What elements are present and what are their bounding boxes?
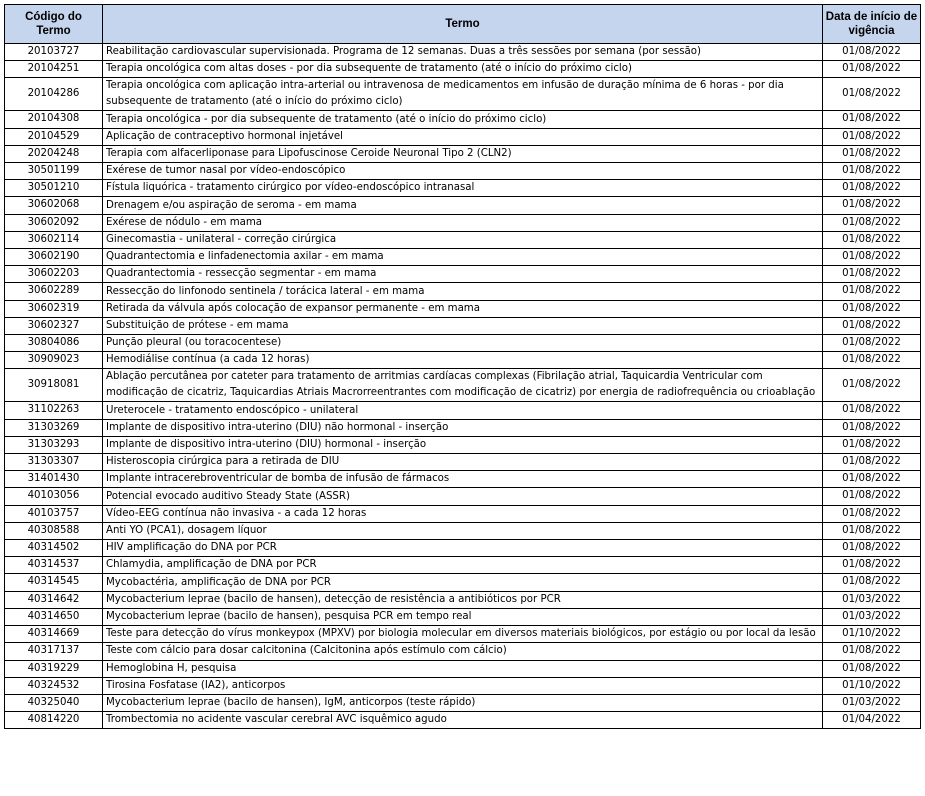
table-row: [5, 283, 921, 300]
cell-term: Ablação percutânea por cateter para tratamento de arritmias cardíacas complexas (Fibrilação atrial, Taquicardia Ventricular com modificação de cicatriz, Taquicardias Atriais Macrorreentrantes com modificação de cicatriz) por energia de radiofrequência ou crioablação: [103, 369, 823, 402]
cell-code: 20104251: [5, 61, 103, 78]
table-row: [5, 335, 921, 352]
cell-code: 40814220: [5, 712, 103, 729]
cell-term: Exérese de tumor nasal por vídeo-endoscópico: [103, 163, 823, 180]
cell-term: Quadrantectomia e linfadenectomia axilar - em mama: [103, 249, 823, 266]
table-row: [5, 249, 921, 266]
header-term: Termo: [103, 5, 823, 44]
table-row: [5, 574, 921, 591]
cell-term: Potencial evocado auditivo Steady State (ASSR): [103, 488, 823, 505]
table-row: [5, 505, 921, 522]
cell-date: 01/10/2022: [823, 677, 921, 694]
table-row: [5, 44, 921, 61]
cell-date: 01/08/2022: [823, 163, 921, 180]
cell-date: 01/03/2022: [823, 591, 921, 608]
cell-code: 30602327: [5, 317, 103, 334]
header-code: Código do Termo: [5, 5, 103, 44]
cell-date: 01/08/2022: [823, 522, 921, 539]
cell-code: 20104308: [5, 111, 103, 128]
cell-date: 01/08/2022: [823, 540, 921, 557]
cell-term: Substituição de prótese - em mama: [103, 317, 823, 334]
table-row: [5, 145, 921, 162]
cell-term: Aplicação de contraceptivo hormonal injetável: [103, 128, 823, 145]
cell-code: 30602203: [5, 266, 103, 283]
cell-code: 31303269: [5, 419, 103, 436]
cell-code: 40314642: [5, 591, 103, 608]
cell-code: 40324532: [5, 677, 103, 694]
cell-term: Ressecção do linfonodo sentinela / torácica lateral - em mama: [103, 283, 823, 300]
table-row: [5, 591, 921, 608]
cell-date: 01/08/2022: [823, 419, 921, 436]
cell-term: Fístula liquórica - tratamento cirúrgico por vídeo-endoscópico intranasal: [103, 180, 823, 197]
cell-term: Trombectomia no acidente vascular cerebral AVC isquêmico agudo: [103, 712, 823, 729]
cell-code: 40314650: [5, 608, 103, 625]
cell-term: Retirada da válvula após colocação de expansor permanente - em mama: [103, 300, 823, 317]
table-row: [5, 540, 921, 557]
cell-term: Teste com cálcio para dosar calcitonina (Calcitonina após estímulo com cálcio): [103, 643, 823, 660]
table-row: [5, 352, 921, 369]
cell-term: Reabilitação cardiovascular supervisionada. Programa de 12 semanas. Duas a três sessões por semana (por sessão): [103, 44, 823, 61]
table-row: [5, 300, 921, 317]
cell-code: 40325040: [5, 694, 103, 711]
table-row: [5, 557, 921, 574]
cell-code: 40103056: [5, 488, 103, 505]
table-row: [5, 454, 921, 471]
cell-term: Quadrantectomia - ressecção segmentar - em mama: [103, 266, 823, 283]
cell-code: 40103757: [5, 505, 103, 522]
cell-code: 30804086: [5, 335, 103, 352]
cell-code: 31401430: [5, 471, 103, 488]
table-row: [5, 197, 921, 214]
cell-term: Drenagem e/ou aspiração de seroma - em mama: [103, 197, 823, 214]
cell-date: 01/08/2022: [823, 335, 921, 352]
cell-code: 30602092: [5, 214, 103, 231]
table-row: [5, 660, 921, 677]
cell-date: 01/08/2022: [823, 111, 921, 128]
cell-date: 01/08/2022: [823, 352, 921, 369]
cell-term: Histeroscopia cirúrgica para a retirada de DIU: [103, 454, 823, 471]
cell-code: 20204248: [5, 145, 103, 162]
cell-date: 01/08/2022: [823, 145, 921, 162]
cell-term: HIV amplificação do DNA por PCR: [103, 540, 823, 557]
cell-date: 01/08/2022: [823, 180, 921, 197]
cell-term: Terapia oncológica com altas doses - por dia subsequente de tratamento (até o início do próximo ciclo): [103, 61, 823, 78]
cell-date: 01/08/2022: [823, 488, 921, 505]
cell-term: Terapia com alfacerliponase para Lipofuscinose Ceroide Neuronal Tipo 2 (CLN2): [103, 145, 823, 162]
cell-term: Ginecomastia - unilateral - correção cirúrgica: [103, 231, 823, 248]
cell-date: 01/08/2022: [823, 643, 921, 660]
header-date: Data de início de vigência: [823, 5, 921, 44]
cell-date: 01/10/2022: [823, 626, 921, 643]
table-row: [5, 677, 921, 694]
cell-date: 01/08/2022: [823, 505, 921, 522]
cell-term: Tirosina Fosfatase (IA2), anticorpos: [103, 677, 823, 694]
cell-term: Punção pleural (ou toracocentese): [103, 335, 823, 352]
cell-date: 01/08/2022: [823, 197, 921, 214]
cell-code: 31303293: [5, 436, 103, 453]
cell-date: 01/08/2022: [823, 283, 921, 300]
table-row: [5, 231, 921, 248]
table-row: [5, 369, 921, 402]
cell-date: 01/08/2022: [823, 44, 921, 61]
cell-code: 30602114: [5, 231, 103, 248]
cell-code: 40314669: [5, 626, 103, 643]
cell-code: 30602289: [5, 283, 103, 300]
cell-date: 01/08/2022: [823, 574, 921, 591]
table-row: [5, 163, 921, 180]
terms-table-container: [4, 4, 921, 729]
table-row: [5, 694, 921, 711]
cell-term: Vídeo-EEG contínua não invasiva - a cada 12 horas: [103, 505, 823, 522]
cell-code: 20104529: [5, 128, 103, 145]
cell-code: 30602319: [5, 300, 103, 317]
cell-code: 40319229: [5, 660, 103, 677]
cell-code: 40314502: [5, 540, 103, 557]
table-row: [5, 180, 921, 197]
cell-term: Implante de dispositivo intra-uterino (DIU) não hormonal - inserção: [103, 419, 823, 436]
cell-term: Hemodiálise contínua (a cada 12 horas): [103, 352, 823, 369]
cell-term: Teste para detecção do vírus monkeypox (MPXV) por biologia molecular em diversos materiais biológicos, por estágio ou por local da lesão: [103, 626, 823, 643]
cell-code: 40308588: [5, 522, 103, 539]
table-row: [5, 522, 921, 539]
table-row: [5, 608, 921, 625]
table-row: [5, 402, 921, 419]
cell-term: Terapia oncológica com aplicação intra-arterial ou intravenosa de medicamentos em infusão de duração mínima de 6 horas - por dia subsequente de tratamento (até o início do próximo ciclo): [103, 78, 823, 111]
cell-date: 01/08/2022: [823, 557, 921, 574]
cell-term: Ureterocele - tratamento endoscópico - unilateral: [103, 402, 823, 419]
cell-code: 30918081: [5, 369, 103, 402]
cell-date: 01/08/2022: [823, 436, 921, 453]
cell-code: 31303307: [5, 454, 103, 471]
cell-date: 01/08/2022: [823, 471, 921, 488]
table-row: [5, 214, 921, 231]
cell-date: 01/03/2022: [823, 608, 921, 625]
cell-term: Implante intracerebroventricular de bomba de infusão de fármacos: [103, 471, 823, 488]
cell-term: Terapia oncológica - por dia subsequente de tratamento (até o início do próximo ciclo): [103, 111, 823, 128]
table-row: [5, 128, 921, 145]
cell-code: 30501199: [5, 163, 103, 180]
table-row: [5, 317, 921, 334]
cell-date: 01/08/2022: [823, 214, 921, 231]
cell-date: 01/08/2022: [823, 266, 921, 283]
cell-code: 40317137: [5, 643, 103, 660]
cell-date: 01/08/2022: [823, 78, 921, 111]
cell-code: 40314537: [5, 557, 103, 574]
table-row: [5, 419, 921, 436]
cell-date: 01/08/2022: [823, 128, 921, 145]
table-header-row: [5, 5, 921, 44]
cell-term: Hemoglobina H, pesquisa: [103, 660, 823, 677]
table-row: [5, 266, 921, 283]
cell-date: 01/08/2022: [823, 317, 921, 334]
cell-date: 01/08/2022: [823, 231, 921, 248]
cell-code: 30909023: [5, 352, 103, 369]
cell-date: 01/08/2022: [823, 660, 921, 677]
cell-term: Mycobacterium leprae (bacilo de hansen), detecção de resistência a antibióticos por PCR: [103, 591, 823, 608]
table-row: [5, 626, 921, 643]
cell-date: 01/04/2022: [823, 712, 921, 729]
cell-term: Chlamydia, amplificação de DNA por PCR: [103, 557, 823, 574]
cell-term: Anti YO (PCA1), dosagem líquor: [103, 522, 823, 539]
cell-date: 01/08/2022: [823, 249, 921, 266]
cell-code: 40314545: [5, 574, 103, 591]
cell-term: Mycobacterium leprae (bacilo de hansen), pesquisa PCR em tempo real: [103, 608, 823, 625]
table-row: [5, 471, 921, 488]
cell-term: Mycobacterium leprae (bacilo de hansen), IgM, anticorpos (teste rápido): [103, 694, 823, 711]
table-row: [5, 61, 921, 78]
table-row: [5, 643, 921, 660]
cell-term: Mycobactéria, amplificação de DNA por PCR: [103, 574, 823, 591]
table-row: [5, 436, 921, 453]
cell-code: 30602190: [5, 249, 103, 266]
cell-date: 01/08/2022: [823, 454, 921, 471]
table-row: [5, 712, 921, 729]
cell-date: 01/08/2022: [823, 300, 921, 317]
cell-code: 31102263: [5, 402, 103, 419]
cell-term: Exérese de nódulo - em mama: [103, 214, 823, 231]
cell-date: 01/08/2022: [823, 61, 921, 78]
cell-date: 01/08/2022: [823, 402, 921, 419]
cell-date: 01/03/2022: [823, 694, 921, 711]
cell-code: 20104286: [5, 78, 103, 111]
table-row: [5, 488, 921, 505]
cell-code: 30602068: [5, 197, 103, 214]
cell-date: 01/08/2022: [823, 369, 921, 402]
cell-code: 30501210: [5, 180, 103, 197]
cell-code: 20103727: [5, 44, 103, 61]
cell-term: Implante de dispositivo intra-uterino (DIU) hormonal - inserção: [103, 436, 823, 453]
table-row: [5, 78, 921, 111]
terms-table: [4, 4, 921, 729]
table-row: [5, 111, 921, 128]
